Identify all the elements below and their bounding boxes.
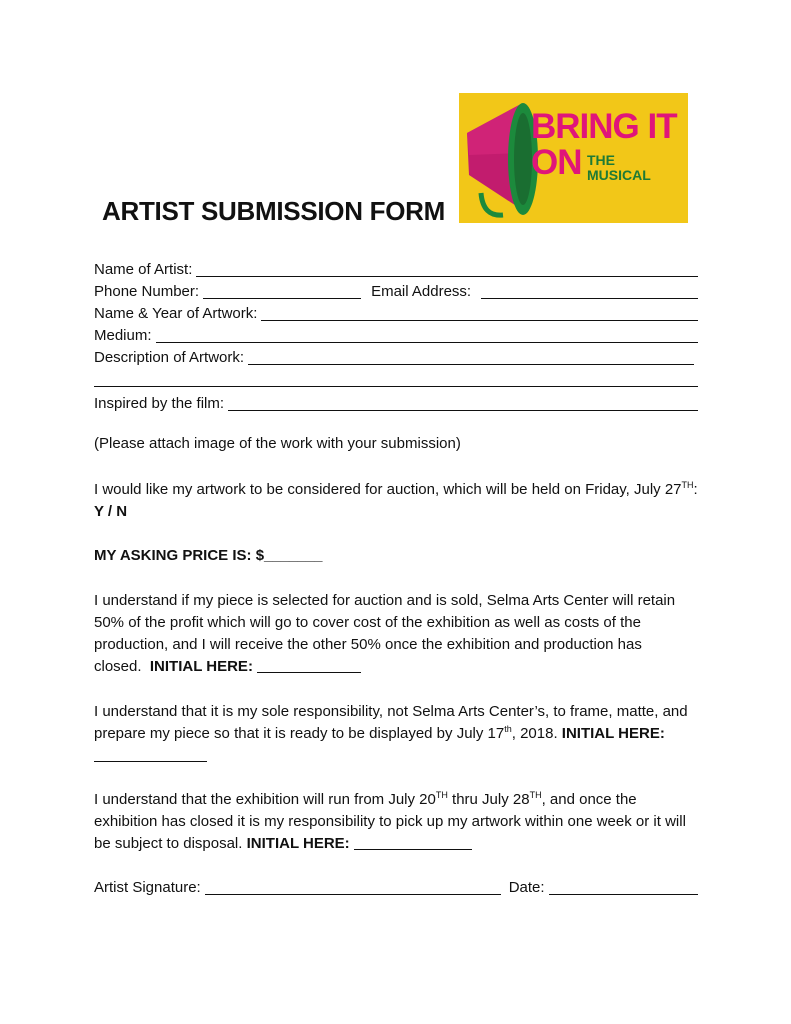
auction-date-suffix: TH — [681, 480, 694, 490]
contact-row — [94, 280, 698, 302]
description-continuation-row — [94, 368, 698, 390]
responsibility-paragraph — [94, 701, 704, 767]
medium-row — [94, 324, 698, 346]
responsibility-year: , 2018. — [511, 725, 558, 742]
exhibition-text-end: , and once the exhibition has closed it is my responsibility to pick up my artwork within one week or it will be subject to disposal. — [94, 791, 686, 852]
signature-label: Artist Signature: — [94, 879, 201, 896]
responsibility-initial-label: INITIAL HERE: — [561, 725, 665, 742]
artist-name-row — [94, 258, 698, 280]
profit-paragraph — [94, 590, 704, 678]
profit-initial-label: INITIAL HERE: — [149, 658, 253, 675]
signature-row — [94, 876, 698, 898]
profit-initial-field[interactable] — [257, 658, 361, 673]
artist-name-field[interactable] — [196, 260, 698, 277]
profit-text: I understand if my piece is selected for auction and is sold, Selma Arts Center will retain 50% of the profit which will go to cover cost of the exhibition as well as costs of the production, and I will receive the other 50% once the exhibition and production has closed. — [94, 592, 676, 675]
artwork-name-row — [94, 302, 698, 324]
date-label: Date: — [508, 879, 545, 896]
medium-label: Medium: — [94, 327, 152, 344]
signature-field[interactable] — [205, 878, 501, 895]
responsibility-date-suffix: th — [504, 724, 512, 734]
logo-title-line2: ON — [531, 143, 582, 182]
description-label: Description of Artwork: — [94, 349, 245, 366]
description-field-line2[interactable] — [94, 370, 698, 387]
auction-text: I would like my artwork to be considered for auction, which will be held on Friday, July 27 — [94, 481, 682, 498]
inspired-row — [94, 392, 698, 414]
exhibition-end-suffix: TH — [529, 790, 542, 800]
auction-paragraph — [94, 479, 709, 523]
logo-subtitle — [587, 153, 651, 182]
bring-it-on-logo — [459, 93, 688, 223]
inspired-label: Inspired by the film: — [94, 395, 225, 412]
attach-note: (Please attach image of the work with your submission) — [94, 435, 461, 452]
description-row — [94, 346, 698, 368]
phone-field[interactable] — [203, 282, 361, 299]
exhibition-start-suffix: TH — [435, 790, 448, 800]
artwork-name-field[interactable] — [261, 304, 698, 321]
date-field[interactable] — [549, 878, 698, 895]
exhibition-text-mid: thru July 28 — [447, 791, 530, 808]
responsibility-initial-field[interactable] — [94, 747, 207, 762]
email-label: Email Address: — [371, 283, 472, 300]
exhibition-text-start: I understand that the exhibition will run from July 20 — [94, 791, 436, 808]
asking-price: MY ASKING PRICE IS: $_______ — [94, 547, 323, 564]
logo-title-line1: BRING IT — [531, 107, 677, 146]
exhibition-initial-field[interactable] — [354, 835, 472, 850]
exhibition-paragraph — [94, 789, 704, 855]
description-field[interactable] — [248, 348, 694, 365]
logo-subtitle-line1: THE — [587, 152, 615, 168]
auction-choice[interactable]: Y / N — [94, 503, 128, 520]
inspired-field[interactable] — [228, 394, 698, 411]
logo-subtitle-line2: MUSICAL — [587, 166, 651, 183]
artist-name-label: Name of Artist: — [94, 261, 193, 278]
phone-label: Phone Number: — [94, 283, 200, 300]
exhibition-initial-label: INITIAL HERE: — [246, 835, 350, 852]
form-title: ARTIST SUBMISSION FORM — [102, 196, 445, 226]
medium-field[interactable] — [156, 326, 698, 343]
artwork-name-label: Name & Year of Artwork: — [94, 305, 258, 322]
responsibility-text: I understand that it is my sole responsibility, not Selma Arts Center’s, to frame, matte, and prepare my piece so that it is ready to be displayed by July 17 — [94, 703, 688, 742]
auction-colon: : — [693, 481, 698, 498]
email-field[interactable] — [481, 282, 698, 299]
